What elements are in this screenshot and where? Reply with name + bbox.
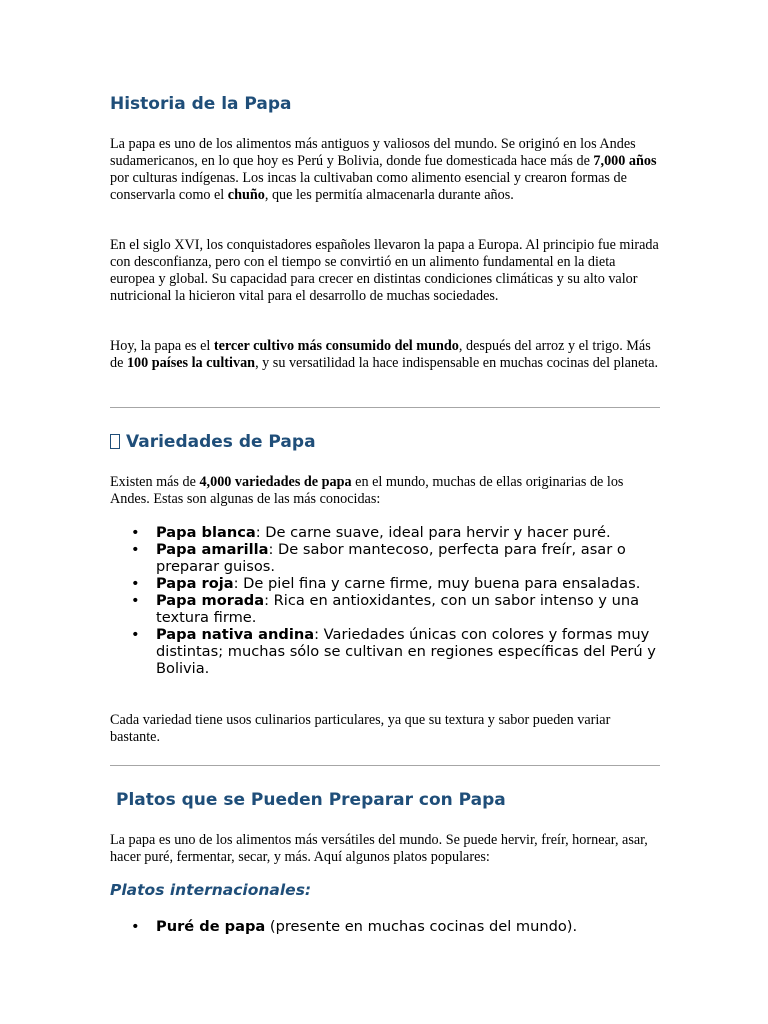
item-desc: : De carne suave, ideal para hervir y hacer puré.	[255, 524, 611, 541]
paragraph-platos-intro: La papa es uno de los alimentos más versátiles del mundo. Se puede hervir, freír, hornear, asar, hacer puré, fermentar, secar, y más. Aquí algunos platos populares:	[110, 832, 648, 865]
list-item	[110, 524, 660, 541]
bold-span: chuño	[227, 186, 265, 203]
item-desc: : Variedades únicas con colores y formas muy distintas; muchas sólo se cultivan en regiones específicas del Perú y Bolivia.	[156, 626, 656, 677]
horizontal-rule	[110, 765, 660, 766]
platos-list	[110, 918, 660, 935]
text-span: Hoy, la papa es el	[110, 338, 214, 354]
bold-span: 100 países la cultivan	[126, 354, 256, 371]
item-desc: (presente en muchas cocinas del mundo).	[265, 918, 578, 935]
item-desc: : De sabor mantecoso, perfecta para freír, asar o preparar guisos.	[156, 541, 626, 575]
item-desc: : Rica en antioxidantes, con un sabor intenso y una textura firme.	[156, 592, 640, 626]
paragraph-variedades-outro: Cada variedad tiene usos culinarios particulares, ya que su textura y sabor pueden variar bastante.	[110, 712, 611, 745]
item-name: Papa roja	[156, 575, 234, 592]
section-title-platos: Platos que se Pueden Preparar con Papa	[116, 790, 506, 810]
bullet-icon: •	[131, 626, 140, 643]
bullet-icon: •	[131, 918, 140, 935]
missing-glyph-icon	[110, 434, 120, 449]
bold-span: 4,000 variedades de papa	[199, 474, 352, 490]
item-name: Papa amarilla	[156, 541, 269, 558]
bold-span: 7,000 años	[593, 152, 657, 169]
variedades-list	[110, 524, 660, 677]
list-item	[110, 575, 660, 592]
bullet-icon: •	[131, 575, 140, 592]
bullet-icon: •	[131, 524, 140, 541]
item-desc: : De piel fina y carne firme, muy buena para ensaladas.	[233, 575, 641, 592]
text-span: , después del arroz y el trigo. Más de	[110, 338, 651, 371]
section-title-text: Variedades de Papa	[126, 432, 316, 452]
bullet-icon: •	[131, 592, 140, 609]
bullet-icon: •	[131, 541, 140, 558]
item-name: Puré de papa	[156, 918, 266, 935]
paragraph-historia-3	[110, 338, 660, 372]
section-title-historia: Historia de la Papa	[110, 94, 292, 114]
text-span: por culturas indígenas. Los incas la cultivaban como alimento esencial y crearon formas de conservarla como el	[110, 169, 627, 203]
text-span: en el mundo, muchas de ellas originarias de los Andes. Estas son algunas de las más conocidas:	[110, 474, 624, 507]
list-item	[110, 918, 660, 935]
paragraph-historia-2: En el siglo XVI, los conquistadores españoles llevaron la papa a Europa. Al principio fue mirada con desconfianza, pero con el tiempo se convirtió en un alimento fundamental en la dieta europea y global. Su capacidad para crecer en distintas condiciones climáticas y su alto valor nutricional la hicieron vital para el desarrollo de muchas sociedades.	[110, 237, 659, 304]
list-item	[110, 626, 660, 677]
bold-span: tercer cultivo más consumido del mundo	[213, 338, 459, 354]
item-name: Papa nativa andina	[156, 626, 315, 643]
text-span: La papa es uno de los alimentos más antiguos y valiosos del mundo. Se originó en los Andes sudamericanos, en lo que hoy es Perú y Bolivia, donde fue domesticada hace más de	[110, 136, 636, 169]
item-name: Papa blanca	[156, 524, 256, 541]
paragraph-variedades-intro	[110, 474, 660, 508]
list-item	[110, 541, 660, 575]
list-item	[110, 592, 660, 626]
subtitle-platos-internacionales: Platos internacionales:	[110, 881, 312, 899]
horizontal-rule	[110, 407, 660, 408]
text-span: , y su versatilidad la hace indispensable en muchas cocinas del planeta.	[255, 354, 659, 371]
paragraph-historia-1	[110, 136, 660, 204]
text-span: , que les permitía almacenarla durante años.	[264, 186, 514, 203]
section-title-variedades	[110, 432, 316, 452]
text-span: Existen más de	[110, 474, 200, 490]
item-name: Papa morada	[156, 592, 265, 609]
